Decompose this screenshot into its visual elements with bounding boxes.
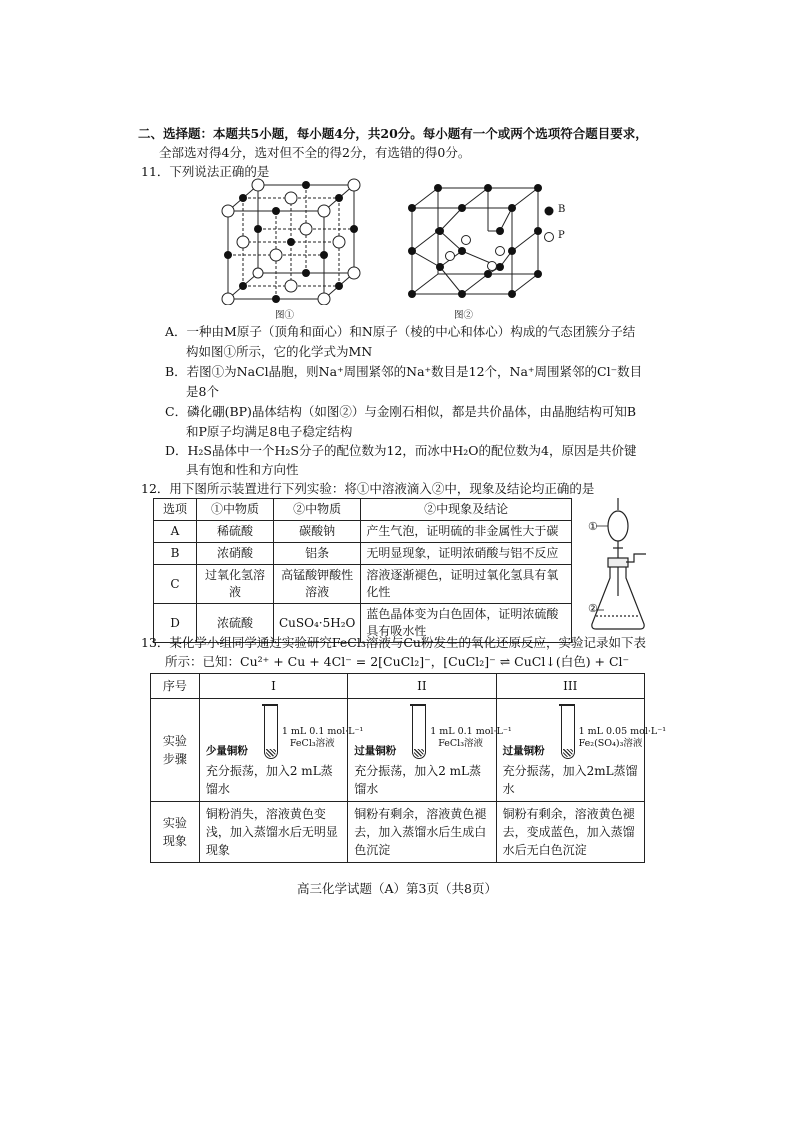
q13-header-cell: 序号 <box>151 674 200 699</box>
q11-option-a-2: 构如图①所示，它的化学式为MN <box>186 344 373 359</box>
test-tube-diagram <box>354 702 512 762</box>
q11-option-b-1: B．若图①为NaCl晶胞，则Na⁺周围紧邻的Na⁺数目是12个，Na⁺周围紧邻的Cl⁻数目 <box>165 364 643 379</box>
page-footer: 高三化学试题（A）第3页（共8页） <box>297 881 497 896</box>
table-row <box>154 565 572 604</box>
table-cell: 无明显现象，证明浓硝酸与铝不反应 <box>361 543 572 565</box>
q13-stem-2: 所示：已知：Cu²⁺ + Cu + 4Cl⁻ = 2[CuCl₂]⁻，[CuCl₂]⁻ ⇌ CuCl↓(白色) + Cl⁻ <box>165 654 630 669</box>
solution-label-1: 1 mL 0.05 mol·L⁻¹ <box>578 726 667 737</box>
table-cell: 铝条 <box>274 543 361 565</box>
q11-option-c-2: 和P原子均满足8电子稳定结构 <box>186 424 353 439</box>
q12-header-cell: 选项 <box>154 499 197 521</box>
q11-option-b-2: 是8个 <box>186 384 219 399</box>
q13-header-cell: III <box>496 674 644 699</box>
q11-option-d-1: D．H₂S晶体中一个H₂S分子的配位数为12，而冰中H₂O的配位数为4，原因是共价键 <box>165 443 637 458</box>
table-row <box>151 802 645 863</box>
powder-label: 过量铜粉 <box>354 745 397 757</box>
legend-b-label: B <box>558 204 566 215</box>
legend-p-label: P <box>558 230 565 241</box>
q13-header-cell: II <box>348 674 496 699</box>
copper-powder <box>563 749 573 757</box>
section-heading-2: 全部选对得4分，选对但不全的得2分，有选错的得0分。 <box>159 145 471 160</box>
copper-powder <box>266 749 276 757</box>
legend-markers <box>543 205 555 245</box>
table-cell: D <box>154 604 197 643</box>
q13-header-cell: I <box>199 674 347 699</box>
table-cell: 稀硫酸 <box>197 521 274 543</box>
step-text: 充分振荡，加入2 mL蒸馏水 <box>205 764 333 796</box>
table-cell: 碳酸钠 <box>274 521 361 543</box>
phenomenon-cell-1: 铜粉消失，溶液黄色变浅，加入蒸馏水后无明显现象 <box>199 802 347 863</box>
q12-table <box>153 498 572 643</box>
step-text: 充分振荡，加入2mL蒸馏水 <box>502 764 638 796</box>
table-cell: 浓硫酸 <box>197 604 274 643</box>
table-cell: 浓硝酸 <box>197 543 274 565</box>
table-cell: 高锰酸钾酸性溶液 <box>274 565 361 604</box>
figure-2-bp-crystal <box>404 182 554 302</box>
q12-header-cell: ①中物质 <box>197 499 274 521</box>
table-row <box>151 699 645 802</box>
q12-header-cell: ②中现象及结论 <box>361 499 572 521</box>
q13-header-row <box>151 674 645 699</box>
table-cell: 产生气泡，证明硫的非金属性大于碳 <box>361 521 572 543</box>
powder-label: 过量铜粉 <box>502 745 545 757</box>
row-label-phenomena: 实验现象 <box>151 802 200 863</box>
apparatus-label-1: ① <box>588 520 598 533</box>
q12-header-cell: ②中物质 <box>274 499 361 521</box>
figure-1-cluster <box>218 177 368 305</box>
q11-stem: 11．下列说法正确的是 <box>141 164 270 179</box>
phenomenon-cell-2: 铜粉有剩余，溶液黄色褪去，加入蒸馏水后生成白色沉淀 <box>348 802 496 863</box>
q12-stem: 12．用下图所示装置进行下列实验：将①中溶液滴入②中，现象及结论均正确的是 <box>141 481 595 496</box>
test-tube <box>412 704 426 759</box>
phenomenon-cell-3: 铜粉有剩余，溶液黄色褪去，变成蓝色，加入蒸馏水后无白色沉淀 <box>496 802 644 863</box>
table-cell: C <box>154 565 197 604</box>
q11-option-d-2: 具有饱和性和方向性 <box>186 462 299 477</box>
apparatus-label-2: ② <box>588 602 598 615</box>
figure-2-caption: 图② <box>454 310 474 321</box>
table-cell: A <box>154 521 197 543</box>
table-cell: 蓝色晶体变为白色固体，证明浓硫酸具有吸水性 <box>361 604 572 643</box>
test-tube <box>561 704 575 759</box>
solution-label-1: 1 mL 0.1 mol·L⁻¹ <box>281 726 364 737</box>
solution-label-2: FeCl₃溶液 <box>289 738 335 749</box>
figure-1-caption: 图① <box>275 310 295 321</box>
powder-label: 少量铜粉 <box>205 745 248 757</box>
table-row <box>154 543 572 565</box>
test-tube-diagram <box>502 702 667 762</box>
test-tube-diagram <box>205 702 364 762</box>
test-tube <box>264 704 278 759</box>
copper-powder <box>414 749 424 757</box>
solution-label-2: Fe₂(SO₄)₃溶液 <box>578 738 643 749</box>
step-text: 充分振荡，加入2 mL蒸馏水 <box>354 764 482 796</box>
step-cell-2 <box>348 699 512 802</box>
q13-table <box>150 673 667 863</box>
section-heading-1: 二、选择题：本题共5小题，每小题4分，共20分。每小题有一个或两个选项符合题目要求， <box>138 126 648 141</box>
q13-stem-1: 13．某化学小组同学通过实验研究FeCl₃溶液与Cu粉发生的氧化还原反应，实验记录如下表 <box>141 635 646 650</box>
table-cell: CuSO₄·5H₂O <box>274 604 361 643</box>
table-cell: B <box>154 543 197 565</box>
q11-option-a-1: A．一种由M原子（顶角和面心）和N原子（棱的中心和体心）构成的气态团簇分子结 <box>165 324 636 339</box>
table-row <box>154 521 572 543</box>
q12-header-row <box>154 499 572 521</box>
step-cell-1 <box>199 699 364 802</box>
solution-label-1: 1 mL 0.1 mol·L⁻¹ <box>430 726 512 737</box>
table-cell: 溶液逐渐褪色，证明过氧化氢具有氧化性 <box>361 565 572 604</box>
solution-label-2: FeCl₃溶液 <box>438 738 484 749</box>
step-cell-3 <box>496 699 667 802</box>
table-cell: 过氧化氢溶液 <box>197 565 274 604</box>
row-label-steps: 实验步骤 <box>151 699 200 802</box>
q11-option-c-1: C．磷化硼(BP)晶体结构（如图②）与金刚石相似，都是共价晶体，由晶胞结构可知B <box>165 404 637 419</box>
